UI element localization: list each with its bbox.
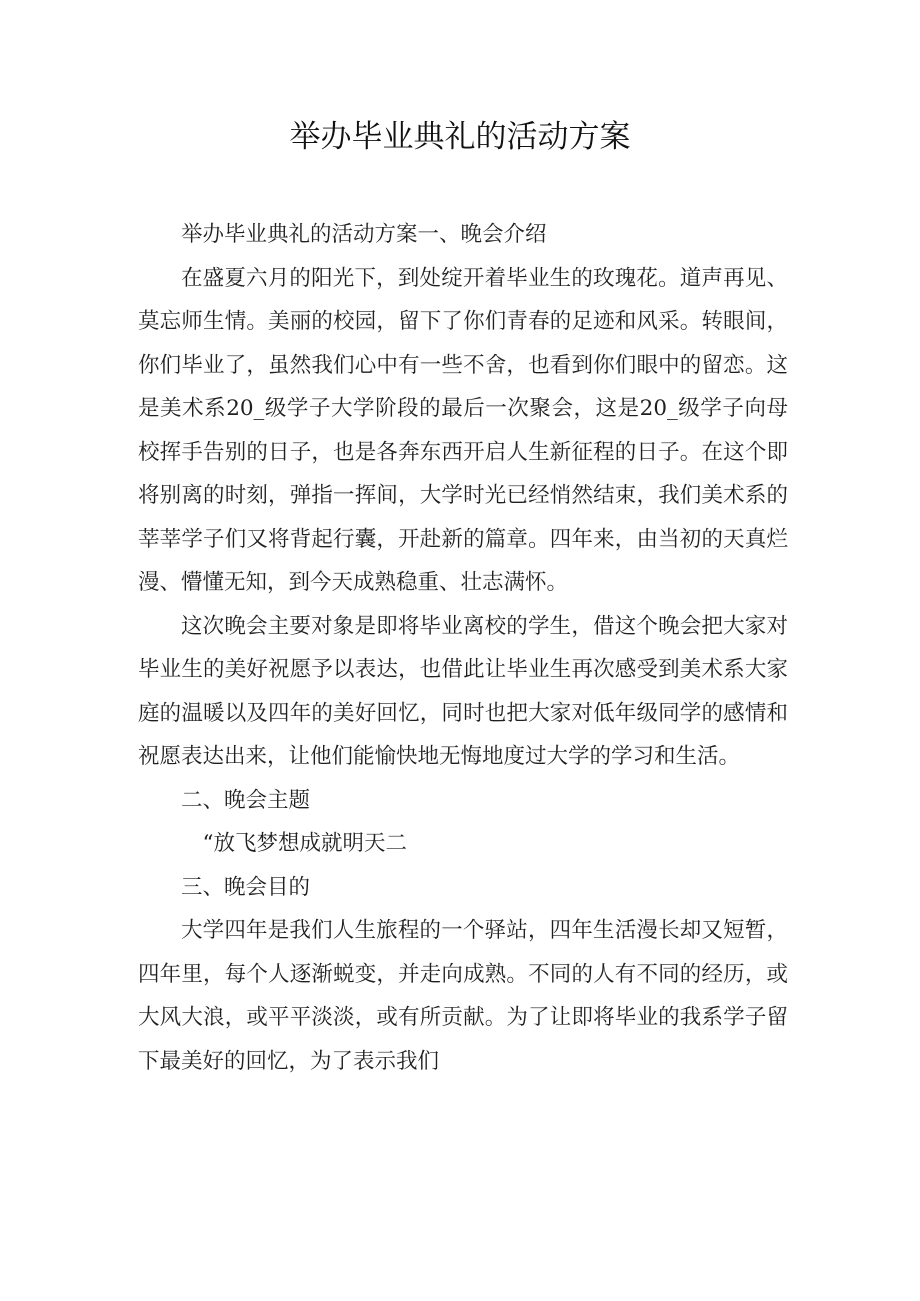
paragraph-intro-heading: 举办毕业典礼的活动方案一、晚会介绍 [181,222,547,247]
paragraph-theme-quote: “放飞梦想成就明天二 [202,831,407,856]
paragraph-purpose-text: 大学四年是我们人生旅程的一个驿站，四年生活漫长却又短暂，四年里，每个人逐渐蜕变，并走向成熟。不同的人有不同的经历，或大风大浪，或平平淡淡，或有所贡献。为了让即将毕业的我系学子留下最美好的回忆，为了表示我们 [138,918,788,1074]
section-heading-theme: 二、晚会主题 [181,787,311,813]
paragraph-audience: 这次晚会主要对象是即将毕业离校的学生，借这个晚会把大家对毕业生的美好祝愿予以表达，也借此让毕业生再次感受到美术系大家庭的温暖以及四年的美好回忆，同时也把大家对低年级同学的感情和祝愿表达出来，让他们能愉快地无悔地度过大学的学习和生活。 [138,613,788,769]
document-body [138,213,788,1083]
paragraph-intro-text: 在盛夏六月的阳光下，到处绽开着毕业生的玫瑰花。道声再见、莫忘师生情。美丽的校园，留下了你们青春的足迹和风采。转眼间，你们毕业了，虽然我们心中有一些不舍，也看到你们眼中的留恋。这是美术系20_级学子大学阶段的最后一次聚会，这是20_级学子向母校挥手告别的日子，也是各奔东西开启人生新征程的日子。在这个即将别离的时刻，弹指一挥间，大学时光已经悄然结束，我们美术系的莘莘学子们又将背起行囊，开赴新的篇章。四年来，由当初的天真烂漫、懵懂无知，到今天成熟稳重、壮志满怀。 [138,265,788,595]
section-heading-purpose: 三、晚会目的 [181,874,311,900]
document-title: 举办毕业典礼的活动方案 [289,119,631,155]
